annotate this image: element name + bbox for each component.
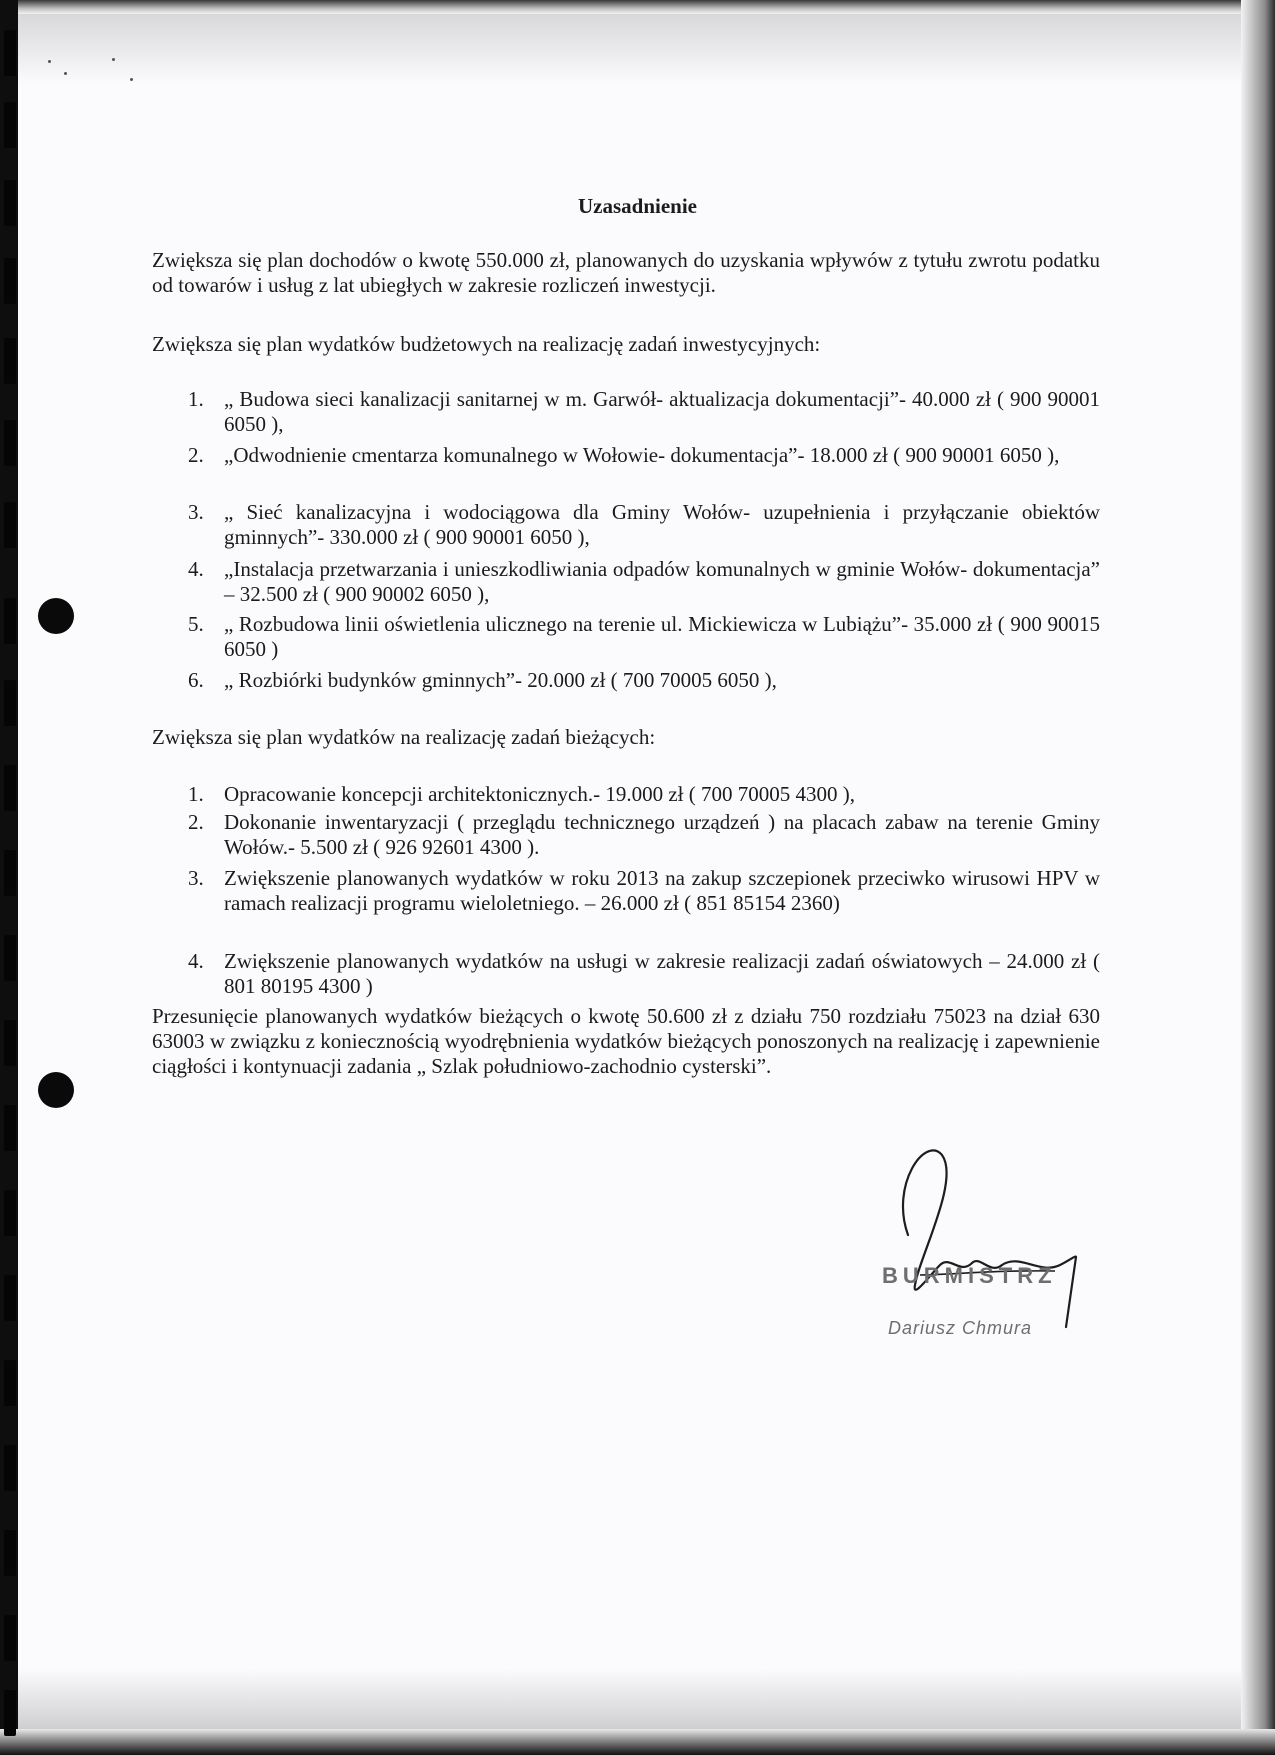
list-item-text: Opracowanie koncepcji architektonicznych.- 19.000 zł ( 700 70005 4300 ), — [224, 782, 855, 806]
list-item-text: „ Rozbudowa linii oświetlenia ulicznego na terenie ul. Mickiewicza w Lubiążu”- 35.000 zł ( 900 90015 6050 ) — [224, 612, 1100, 661]
binder-mark — [4, 850, 16, 896]
binder-mark — [4, 1275, 16, 1321]
income-paragraph: Zwiększa się plan dochodów o kwotę 550.000 zł, planowanych do uzyskania wpływów z tytułu zwrotu podatku od towarów i usług z lat ubiegłych w zakresie rozliczeń inwestycji. — [152, 248, 1100, 297]
scan-edge-bottom — [0, 1729, 1275, 1755]
binder-mark — [4, 30, 16, 76]
binder-mark — [4, 935, 16, 981]
list-item-number: 2. — [188, 810, 204, 834]
scan-edge-top — [0, 0, 1275, 14]
list-item-text: „ Rozbiórki budynków gminnych”- 20.000 zł ( 700 70005 6050 ), — [224, 668, 777, 692]
list-item-text: „Odwodnienie cmentarza komunalnego w Wołowie- dokumentacja”- 18.000 zł ( 900 90001 6050 ), — [224, 443, 1060, 467]
list-item-text: „Instalacja przetwarzania i unieszkodliwiania odpadów komunalnych w gminie Wołów- dokumentacja” – 32.500 zł ( 900 90002 6050 ), — [224, 557, 1100, 606]
binder-mark — [4, 1360, 16, 1406]
binder-mark — [4, 598, 16, 644]
punch-hole — [38, 598, 74, 634]
scan-speck — [112, 58, 115, 61]
list-item — [188, 612, 1100, 662]
scan-speck — [48, 60, 51, 63]
scan-speck — [64, 72, 67, 75]
punch-hole — [38, 1072, 74, 1108]
list-item-text: Dokonanie inwentaryzacji ( przeglądu technicznego urządzeń ) na placach zabaw na terenie Gminy Wołów.- 5.500 zł ( 926 92601 4300 ). — [224, 810, 1100, 859]
stamp-title: BURMISTRZ — [882, 1263, 1057, 1288]
list-item — [188, 443, 1100, 468]
signature-scribble — [880, 1125, 1100, 1345]
list-item-number: 1. — [188, 782, 204, 806]
binder-mark — [4, 680, 16, 726]
binder-mark — [4, 1530, 16, 1576]
list-item-number: 6. — [188, 668, 204, 692]
list-item — [188, 866, 1100, 916]
list-item-text: „ Budowa sieci kanalizacji sanitarnej w m. Garwół- aktualizacja dokumentacji”- 40.000 zł ( 900 90001 6050 ), — [224, 387, 1100, 436]
list-item — [188, 500, 1100, 550]
scan-edge-right — [1241, 0, 1275, 1755]
binder-mark — [4, 765, 16, 811]
binder-mark — [4, 1190, 16, 1236]
list-item — [188, 557, 1100, 607]
list-item-number: 1. — [188, 387, 204, 411]
list-item-number: 4. — [188, 557, 204, 581]
binder-mark — [4, 1020, 16, 1066]
binder-mark — [4, 338, 16, 384]
binder-mark — [4, 102, 16, 148]
list-item — [188, 668, 1100, 693]
list-item-text: Zwiększenie planowanych wydatków w roku 2013 na zakup szczepionek przeciwko wirusowi HPV w ramach realizacji programu wieloletniego. – 26.000 zł ( 851 85154 2360) — [224, 866, 1100, 915]
list-item-number: 4. — [188, 949, 204, 973]
list-item — [188, 810, 1100, 860]
list-item-text: Zwiększenie planowanych wydatków na usługi w zakresie realizacji zadań oświatowych – 24.000 zł ( 801 80195 4300 ) — [224, 949, 1100, 998]
binder-mark — [4, 1615, 16, 1661]
binder-mark — [4, 1105, 16, 1151]
list-item-number: 3. — [188, 866, 204, 890]
investment-heading: Zwiększa się plan wydatków budżetowych na realizację zadań inwestycyjnych: — [152, 332, 821, 356]
binder-mark — [4, 420, 16, 466]
list-item — [188, 782, 1100, 807]
list-item — [188, 949, 1100, 999]
scan-shade-top — [18, 14, 1241, 84]
list-item-number: 3. — [188, 500, 204, 524]
list-item-number: 2. — [188, 443, 204, 467]
transfer-paragraph: Przesunięcie planowanych wydatków bieżących o kwotę 50.600 zł z działu 750 rozdziału 75023 na dział 630 63003 w związku z koniecznością wyodrębnienia wydatków bieżących ponoszonych na realizację i zapewnienie ciągłości i kontynuacji zadania „ Szlak południowo-zachodnio cysterski”. — [152, 1004, 1100, 1078]
binder-mark — [4, 502, 16, 548]
document-title: Uzasadnienie — [577, 194, 697, 218]
binder-mark — [4, 1445, 16, 1491]
scan-shade-bottom — [18, 1669, 1241, 1729]
list-item-number: 5. — [188, 612, 204, 636]
binder-mark — [4, 1690, 16, 1736]
binder-mark — [4, 258, 16, 304]
scan-speck — [130, 78, 133, 81]
list-item — [188, 387, 1100, 437]
list-item-text: „ Sieć kanalizacyjna i wodociągowa dla Gminy Wołów- uzupełnienia i przyłączanie obiektów gminnych”- 330.000 zł ( 900 90001 6050 ), — [224, 500, 1100, 549]
current-heading: Zwiększa się plan wydatków na realizację zadań bieżących: — [152, 725, 656, 749]
stamp-name: Dariusz Chmura — [888, 1318, 1033, 1338]
